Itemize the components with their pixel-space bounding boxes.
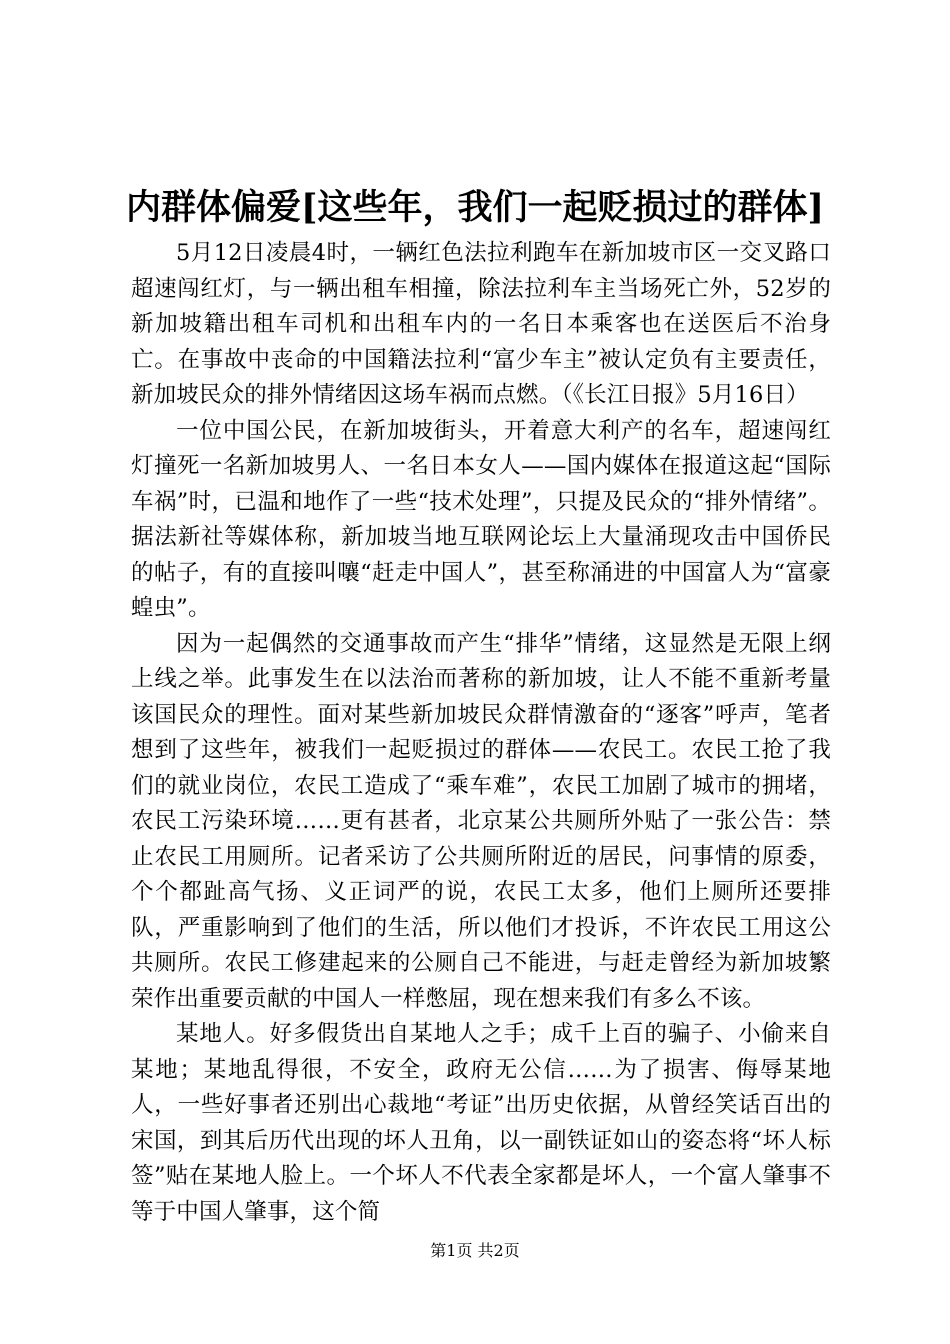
document-body (131, 236, 831, 1230)
page-footer: 第1页 共2页 (430, 1241, 520, 1260)
paragraph: 一位中国公民，在新加坡街头，开着意大利产的名车，超速闯红灯撞死一名新加坡男人、一名日本女人——国内媒体在报道这起“国际车祸”时，已温和地作了一些“技术处理”，只提及民众的“排外情绪”。据法新社等媒体称，新加坡当地互联网论坛上大量涌现攻击中国侨民的帖子，有的直接叫嚷“赶走中国人”，甚至称涌进的中国富人为“富豪蝗虫”。 (131, 417, 831, 621)
paragraph: 5月12日凌晨4时，一辆红色法拉利跑车在新加坡市区一交叉路口超速闯红灯，与一辆出租车相撞，除法拉利车主当场死亡外，52岁的新加坡籍出租车司机和出租车内的一名日本乘客也在送医后不治身亡。在事故中丧命的中国籍法拉利“富少车主”被认定负有主要责任，新加坡民众的排外情绪因这场车祸而点燃。（《长江日报》5月16日） (131, 240, 831, 408)
paragraph: 因为一起偶然的交通事故而产生“排华”情绪，这显然是无限上纲上线之举。此事发生在以法治而著称的新加坡，让人不能不重新考量该国民众的理性。面对某些新加坡民众群情激奋的“逐客”呼声，笔者想到了这些年，被我们一起贬损过的群体——农民工。农民工抢了我们的就业岗位，农民工造成了“乘车难”，农民工加剧了城市的拥堵，农民工污染环境……更有甚者，北京某公共厕所外贴了一张公告：禁止农民工用厕所。记者采访了公共厕所附近的居民，问事情的原委，个个都趾高气扬、义正词严的说，农民工太多，他们上厕所还要排队，严重影响到了他们的生活，所以他们才投诉，不许农民工用这公共厕所。农民工修建起来的公厕自己不能进，与赶走曾经为新加坡繁荣作出重要贡献的中国人一样憋屈，现在想来我们有多么不该。 (131, 630, 831, 1012)
document-title: 内群体偏爱[这些年，我们一起贬损过的群体] (125, 187, 825, 228)
paragraph: 某地人。好多假货出自某地人之手；成千上百的骗子、小偷来自某地；某地乱得很，不安全，政府无公信……为了损害、侮辱某地人，一些好事者还别出心裁地“考证”出历史依据，从曾经笑话百出的宋国，到其后历代出现的坏人丑角，以一副铁证如山的姿态将“坏人标签”贴在某地人脸上。一个坏人不代表全家都是坏人，一个富人肇事不等于中国人肇事，这个简 (131, 1021, 831, 1225)
